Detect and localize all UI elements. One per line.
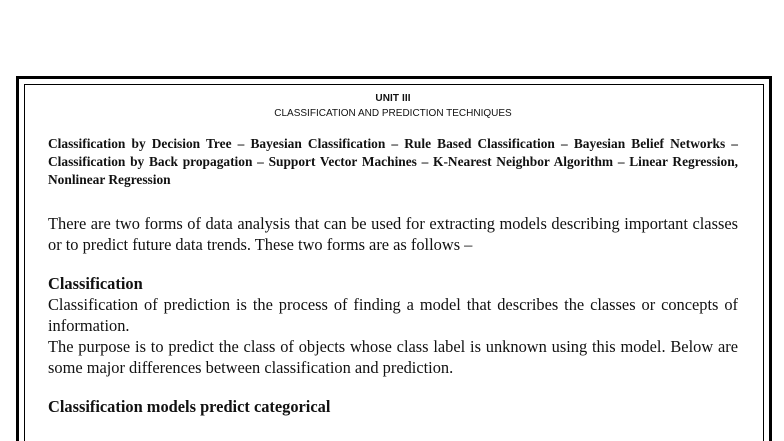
heading-classification: Classification: [48, 274, 143, 293]
classification-paragraph-2: The purpose is to predict the class of objects whose class label is unknown using this model. Below are some major differences between classification and prediction.: [48, 337, 738, 377]
intro-paragraph: There are two forms of data analysis that can be used for extracting models describing important classes or to predict future data trends. These two forms are as follows –: [48, 214, 738, 254]
unit-title: CLASSIFICATION AND PREDICTION TECHNIQUES: [274, 108, 512, 119]
unit-number: UNIT III: [375, 93, 411, 104]
document-content: [48, 92, 738, 417]
classification-paragraph-1: Classification of prediction is the process of finding a model that describes the classes or concepts of information.: [48, 295, 738, 335]
heading-classification-models: Classification models predict categorical: [48, 397, 331, 416]
topics-list: Classification by Decision Tree – Bayesian Classification – Rule Based Classification – Bayesian Belief Networks – Classification by Back propagation – Support Vector Machines – K-Nearest Neighbor Algorithm – Linear Regression, Nonlinear Regression: [48, 136, 738, 187]
